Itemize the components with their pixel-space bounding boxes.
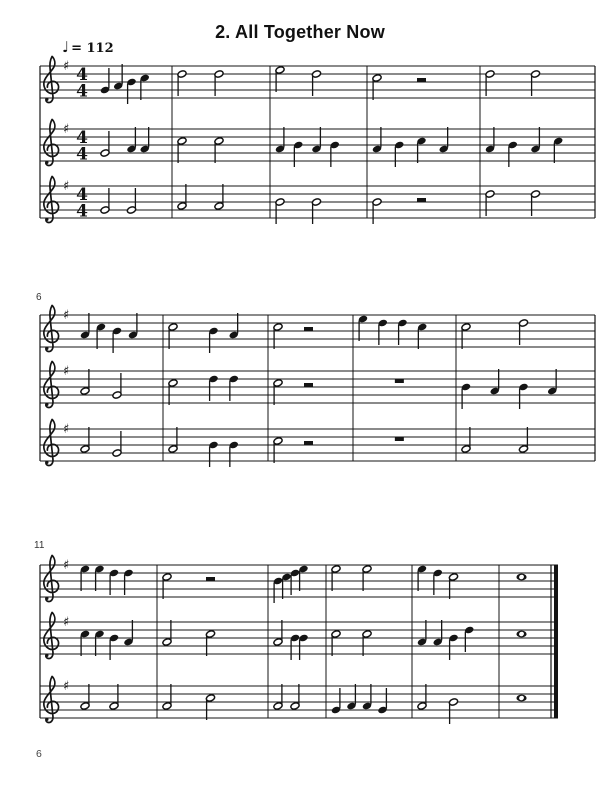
- time-signature: 4: [76, 128, 88, 148]
- key-signature-sharp: ♯: [63, 679, 70, 695]
- treble-clef-icon: [44, 420, 59, 466]
- treble-clef-icon: [44, 362, 59, 408]
- piece-title: 2. All Together Now: [215, 22, 385, 42]
- key-signature-sharp: ♯: [63, 59, 70, 75]
- treble-clef-dot: [45, 597, 48, 600]
- rest-whole: [395, 437, 404, 441]
- treble-clef-dot: [45, 98, 48, 101]
- treble-clef-icon: [44, 556, 59, 602]
- rest-half: [206, 577, 215, 581]
- treble-clef-icon: [44, 120, 59, 166]
- time-signature: 4: [76, 144, 88, 165]
- treble-clef-dot: [45, 718, 48, 721]
- treble-clef-dot: [45, 218, 48, 221]
- key-signature-sharp: ♯: [63, 615, 70, 631]
- time-signature: 4: [76, 65, 88, 85]
- key-signature-sharp: ♯: [63, 308, 70, 324]
- rest-half: [304, 327, 313, 331]
- key-signature-sharp: ♯: [63, 364, 70, 380]
- rest-whole: [395, 379, 404, 383]
- treble-clef-icon: [44, 306, 59, 352]
- key-signature-sharp: ♯: [63, 422, 70, 438]
- treble-clef-icon: [44, 613, 59, 659]
- treble-clef-dot: [45, 161, 48, 164]
- final-thick-barline: [554, 565, 558, 718]
- treble-clef-dot: [45, 654, 48, 657]
- treble-clef-icon: [44, 177, 59, 223]
- page-number: 6: [36, 748, 42, 760]
- rest-half: [417, 198, 426, 202]
- rest-half: [304, 383, 313, 387]
- treble-clef-dot: [45, 403, 48, 406]
- time-signature: 4: [76, 185, 88, 205]
- treble-clef-icon: [44, 677, 59, 723]
- key-signature-sharp: ♯: [63, 122, 70, 138]
- treble-clef-dot: [45, 461, 48, 464]
- rest-half: [417, 78, 426, 82]
- measure-number-label: 6: [36, 292, 42, 303]
- time-signature: 4: [76, 201, 88, 222]
- measure-number-label: 11: [34, 540, 45, 551]
- rest-half: [304, 441, 313, 445]
- tempo-value: = 112: [71, 41, 114, 56]
- treble-clef-icon: [44, 57, 59, 103]
- quarter-note-icon: ♩: [62, 38, 70, 56]
- key-signature-sharp: ♯: [63, 558, 70, 574]
- key-signature-sharp: ♯: [63, 179, 70, 195]
- treble-clef-dot: [45, 347, 48, 350]
- time-signature: 4: [76, 81, 88, 102]
